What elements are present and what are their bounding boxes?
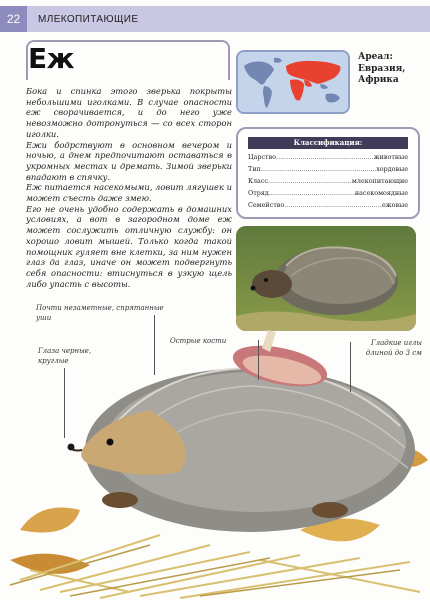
article-text [26,86,232,289]
header-bar [0,6,430,32]
range-region: Африка [358,75,399,85]
classification-value: хордовые [376,165,408,173]
classification-row [248,176,408,187]
caption-ears-leader [154,315,155,375]
classification-row [248,200,408,211]
classification-box [236,127,420,219]
page-title: Еж [28,42,74,75]
classification-row [248,188,408,199]
paragraph: Еж питается насекомыми, ловит лягушек и может съесть даже змею. [26,182,232,204]
classification-key: Класс [248,177,268,185]
caption-quills: Гладкие иглы длиной до 3 см [365,339,422,357]
range-label [358,52,428,87]
caption-spines-leader [258,340,259,380]
classification-row [248,164,408,175]
classification-key: Отряд [248,189,269,197]
range-region: Евразия, [358,63,406,74]
hedgehog-photo-image [236,226,416,331]
caption-quills-leader [350,342,351,392]
range-heading: Ареал: [358,52,393,62]
paragraph: Бока и спинка этого зверька покрыты небольшими иголками. В случае опасности еж сворачивается, и до него уже невозможно дотронуться — со всех сторон иголки. [26,86,232,139]
classification-value: ежовые [382,201,408,209]
hedgehog-photo [236,226,416,331]
caption-eyes-leader [64,368,65,438]
classification-value: животные [373,153,408,161]
paragraph: Его не очень удобно содержать в домашних условиях, а вот в загородном доме еж может сослужить отличную службу: он хорошо ловит мышей. Только когда такой помощник гуляет вне клетки, за ним нужен глаз да глаз, иначе он может подвергнуть себя опасности: втиснуться в узкую щель либо упасть с высоты. [26,203,232,289]
caption-eyes: Глаза черные, круглые [38,347,92,365]
range-map [236,50,350,114]
classification-value: млекопитающие [351,177,408,185]
caption-spines: Острые кости [170,337,227,345]
classification-key: Семейство [248,201,285,209]
classification-value: насекомоядные [354,189,408,197]
world-map-image [238,52,348,112]
classification-key: Царство [248,153,277,161]
classification-key: Тип [248,165,261,173]
classification-heading: Классификация: [248,137,408,149]
classification-row [248,152,408,163]
paragraph: Ежи бодрствуют в основном вечером и ночью, а днем предпочитают оставаться в укромных местах и дремать. Зимой зверьки впадают в спячку. [26,139,232,182]
page-number: 22 [0,6,27,32]
caption-ears: Почти незаметные, спрятанные уши [36,304,164,322]
section-title: МЛЕКОПИТАЮЩИЕ [38,14,139,25]
